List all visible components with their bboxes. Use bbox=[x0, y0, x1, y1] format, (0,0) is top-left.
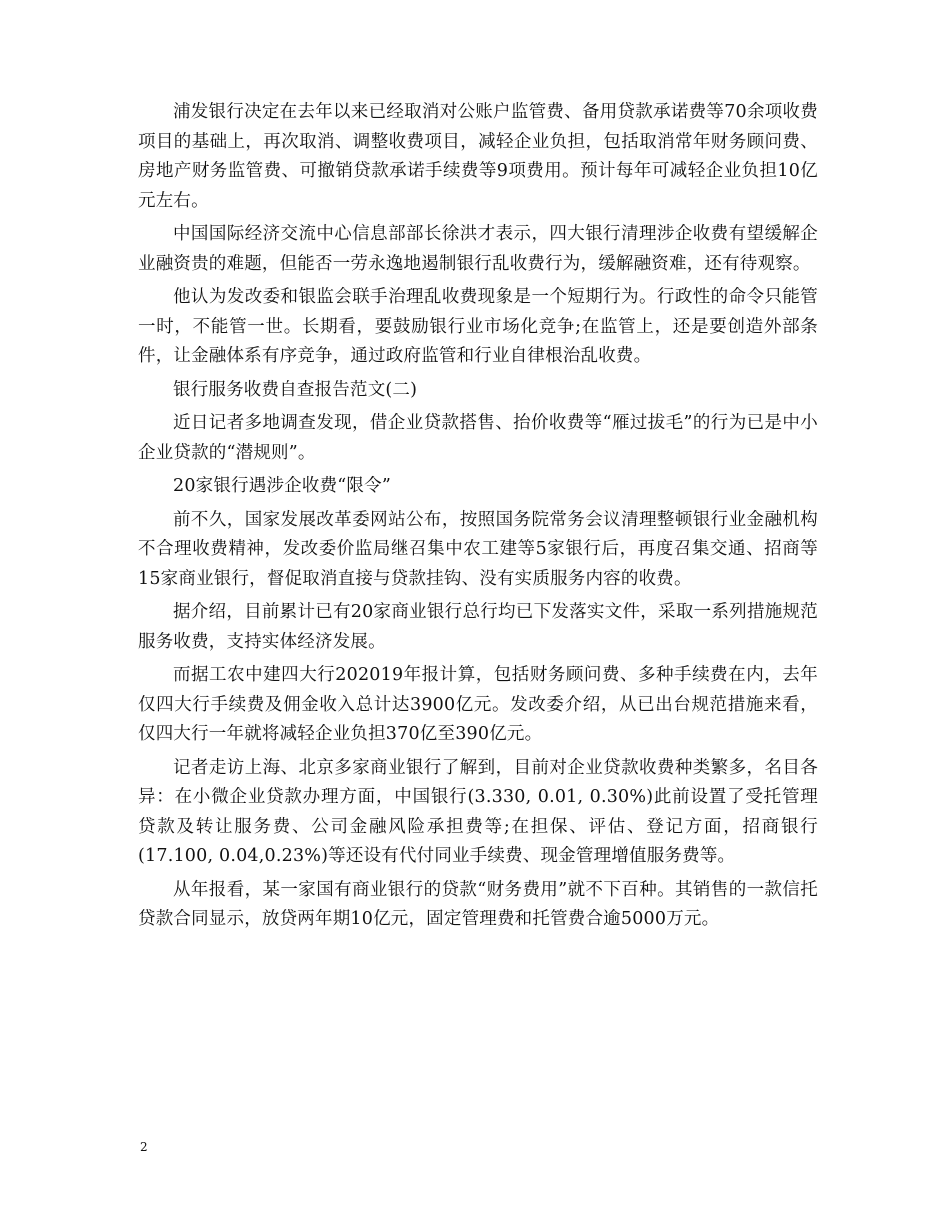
paragraph-expert-comment: 中国国际经济交流中心信息部部长徐洪才表示，四大银行清理涉企收费有望缓解企业融资贵的难题，但能否一劳永逸地遏制银行乱收费行为，缓解融资难，还有待观察。 bbox=[138, 224, 818, 274]
paragraph-fee-varieties: 记者走访上海、北京多家商业银行了解到，目前对企业贷款收费种类繁多，名目各异：在小微企业贷款办理方面，中国银行(3.330, 0.01, 0.30%)此前设置了受托管理贷款及转让服务费、公司金融风险承担费等;在担保、评估、登记方面，招商银行(17.100, 0.04,0.23%)等还设有代付同业手续费、现金管理增值服务费等。 bbox=[138, 757, 818, 866]
page-number: 2 bbox=[140, 1140, 148, 1154]
paragraph-hidden-rules: 近日记者多地调查发现，借企业贷款搭售、抬价收费等“雁过拔毛”的行为已是中小企业贷款的“潜规则”。 bbox=[138, 413, 818, 463]
paragraph-financial-fees: 从年报看，某一家国有商业银行的贷款“财务费用”就不下百种。其销售的一款信托贷款合同显示，放贷两年期10亿元，固定管理费和托管费合逾5000万元。 bbox=[138, 879, 818, 929]
section-heading-20-banks: 20家银行遇涉企收费“限令” bbox=[173, 476, 391, 496]
paragraph-short-term-view: 他认为发改委和银监会联手治理乱收费现象是一个短期行为。行政性的命令只能管一时，不能管一世。长期看，要鼓励银行业市场化竞争;在监管上，还是要创造外部条件，让金融体系有序竞争，通过政府监管和行业自律根治乱收费。 bbox=[138, 287, 818, 366]
section-heading-report-two: 银行服务收费自查报告范文(二) bbox=[173, 379, 418, 400]
paragraph-spdb-fee-cuts: 浦发银行决定在去年以来已经取消对公账户监管费、备用贷款承诺费等70余项收费项目的基础上，再次取消、调整收费项目，减轻企业负担，包括取消常年财务顾问费、房地产财务监管费、可撤销贷款承诺手续费等9项费用。预计每年可减轻企业负担10亿元左右。 bbox=[138, 102, 818, 211]
paragraph-ndrc-announcement: 前不久，国家发展改革委网站公布，按照国务院常务会议清理整顿银行业金融机构不合理收费精神，发改委价监局继召集中农工建等5家银行后，再度召集交通、招商等15家商业银行，督促取消直接与贷款挂钩、没有实质服务内容的收费。 bbox=[138, 509, 818, 589]
paragraph-annual-report-figures: 而据工农中建四大行202019年报计算，包括财务顾问费、多种手续费在内，去年仅四大行手续费及佣金收入总计达3900亿元。发改委介绍，从已出台规范措施来看，仅四大行一年就将减轻企业负担370亿至390亿元。 bbox=[138, 665, 818, 744]
paragraph-20-banks-files: 据介绍，目前累计已有20家商业银行总行均已下发落实文件，采取一系列措施规范服务收费，支持实体经济发展。 bbox=[138, 602, 818, 652]
document-body bbox=[138, 98, 818, 939]
